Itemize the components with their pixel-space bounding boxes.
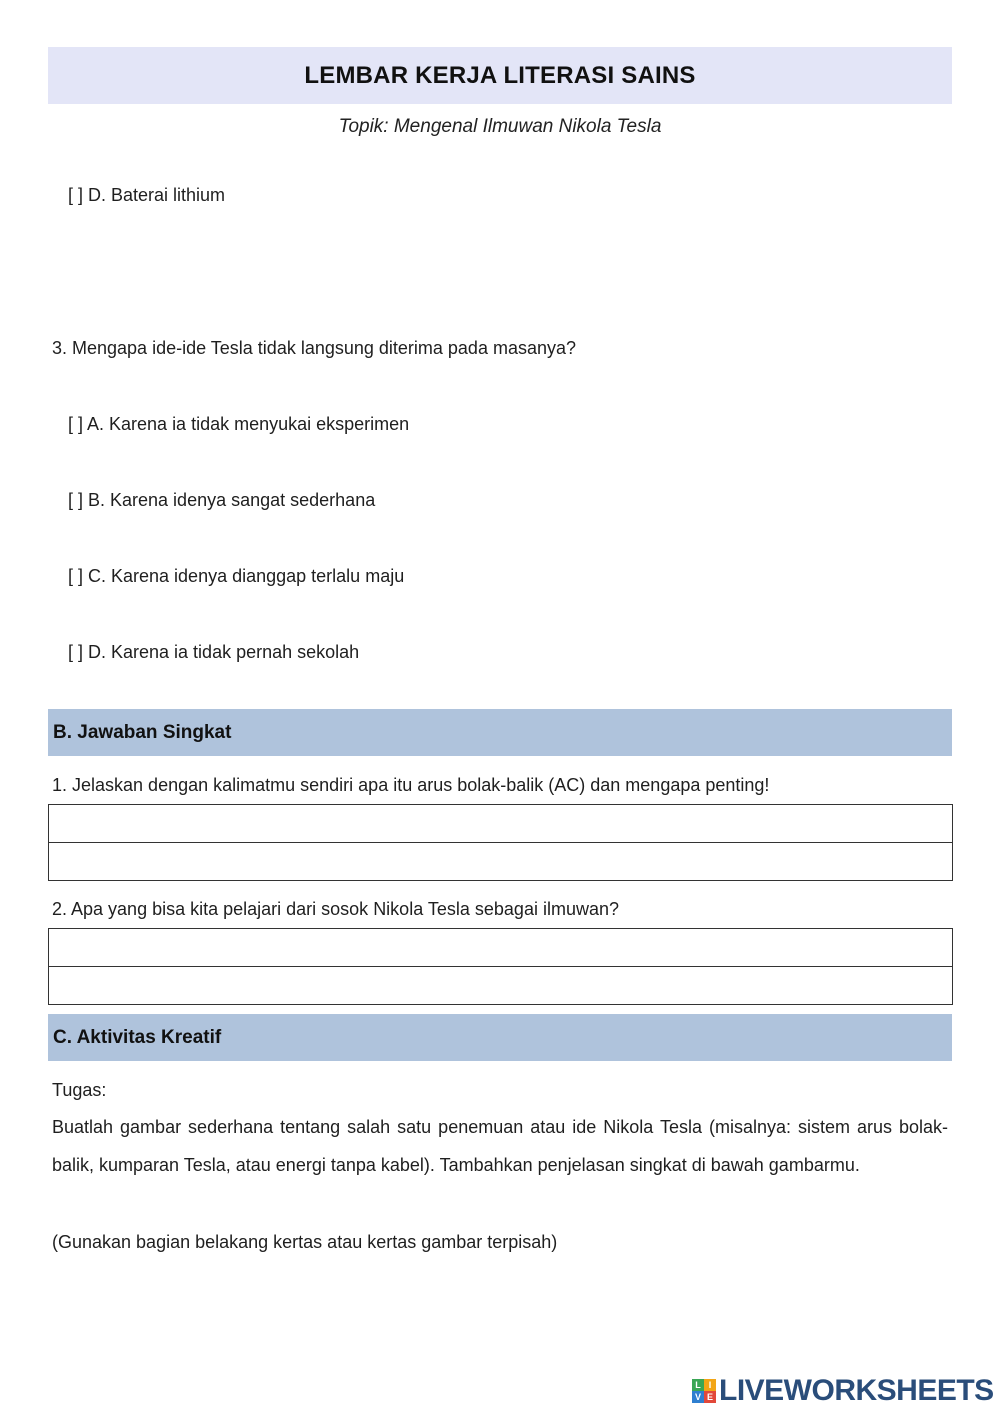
short-answer-question-2: 2. Apa yang bisa kita pelajari dari sosok Nikola Tesla sebagai ilmuwan? (52, 899, 619, 919)
answer-1-line-2[interactable] (49, 843, 952, 880)
logo-mark-icon (692, 1379, 716, 1403)
question-3-option-b[interactable]: [ ] B. Karena idenya sangat sederhana (68, 490, 376, 510)
task-note: (Gunakan bagian belakang kertas atau kertas gambar terpisah) (52, 1232, 558, 1252)
task-description: Buatlah gambar sederhana tentang salah satu penemuan atau ide Nikola Tesla (misalnya: sistem arus bolak-balik, kumparan Tesla, atau energi tanpa kabel). Tambahkan penjelasan singkat di bawah gambarmu. (52, 1117, 948, 1175)
section-b-title: B. Jawaban Singkat (53, 721, 232, 743)
liveworksheets-logo[interactable] (692, 1374, 994, 1408)
logo-mark-letter: E (704, 1391, 716, 1403)
answer-2-line-1[interactable] (49, 929, 952, 967)
question-3-option-c[interactable]: [ ] C. Karena idenya dianggap terlalu maju (68, 566, 405, 586)
answer-1-line-1[interactable] (49, 805, 952, 843)
prev-question-option-d[interactable]: [ ] D. Baterai lithium (68, 185, 226, 205)
page-title: LEMBAR KERJA LITERASI SAINS (304, 61, 696, 89)
logo-mark-letter: I (704, 1379, 716, 1391)
question-3-option-a[interactable]: [ ] A. Karena ia tidak menyukai eksperimen (68, 414, 410, 434)
logo-mark-letter: V (692, 1391, 704, 1403)
section-c-title: C. Aktivitas Kreatif (53, 1026, 222, 1048)
answer-box-2[interactable] (48, 928, 953, 1005)
answer-box-1[interactable] (48, 804, 953, 881)
short-answer-question-1: 1. Jelaskan dengan kalimatmu sendiri apa itu arus bolak-balik (AC) dan mengapa penting! (52, 775, 770, 795)
title-bar (48, 47, 952, 104)
section-c-header (48, 1014, 952, 1061)
logo-mark-letter: L (692, 1379, 704, 1391)
task-label: Tugas: (52, 1080, 107, 1100)
logo-text: LIVEWORKSHEETS (719, 1374, 994, 1407)
answer-2-line-2[interactable] (49, 967, 952, 1004)
page-subtitle: Topik: Mengenal Ilmuwan Nikola Tesla (338, 116, 662, 137)
question-3-text: 3. Mengapa ide-ide Tesla tidak langsung diterima pada masanya? (52, 338, 577, 358)
question-3-option-d[interactable]: [ ] D. Karena ia tidak pernah sekolah (68, 642, 360, 662)
section-b-header (48, 709, 952, 756)
